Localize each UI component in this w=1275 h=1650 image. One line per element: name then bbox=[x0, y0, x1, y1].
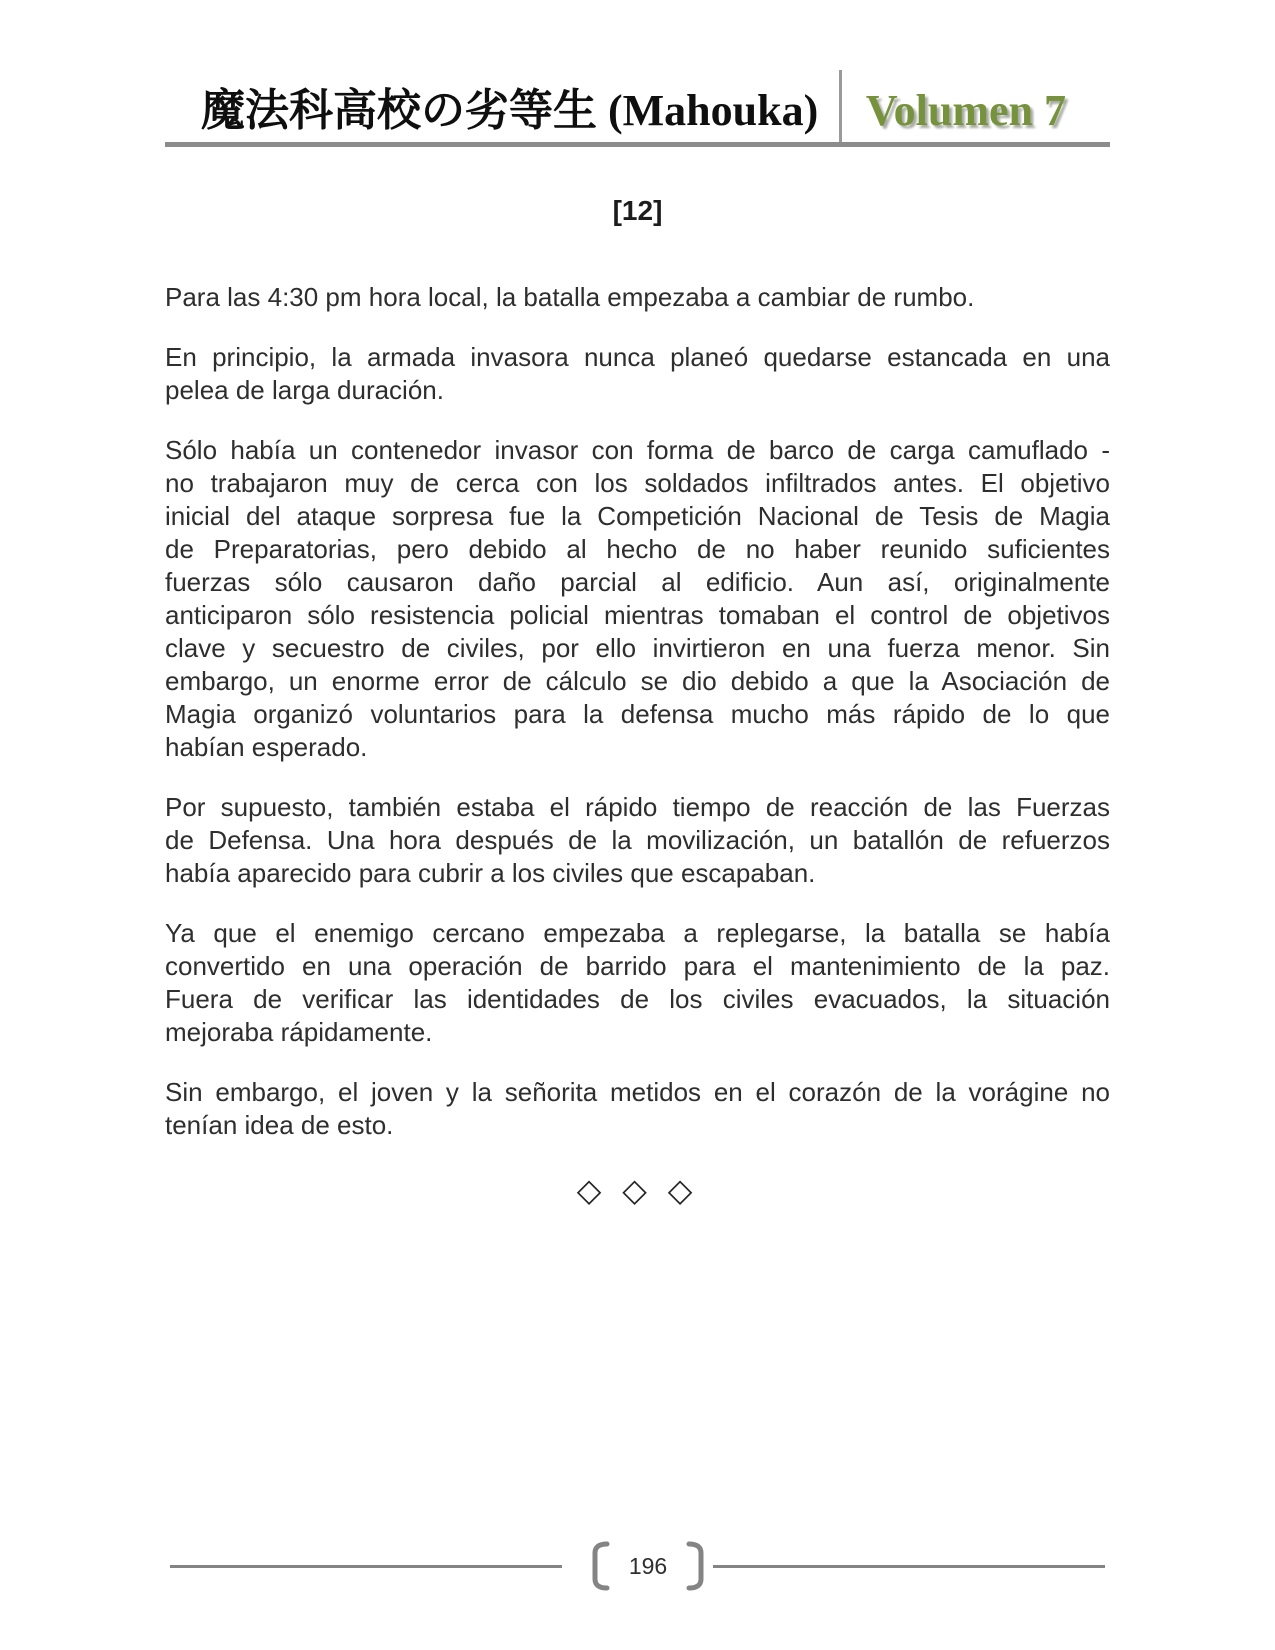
text-line: habían esperado. bbox=[165, 732, 368, 762]
page-footer bbox=[170, 1540, 1105, 1592]
paragraph bbox=[165, 434, 1110, 764]
text-line: Magia organizó voluntarios para la defensa mucho más rápido de lo que bbox=[165, 699, 1110, 729]
paragraph bbox=[165, 791, 1110, 890]
paragraph bbox=[165, 917, 1110, 1049]
text-line: pelea de larga duración. bbox=[165, 375, 444, 405]
text-line: había aparecido para cubrir a los civiles que escapaban. bbox=[165, 858, 816, 888]
page-number: 196 bbox=[628, 1552, 668, 1579]
bracket-left-icon bbox=[586, 1540, 612, 1592]
paragraph bbox=[165, 1076, 1110, 1142]
footer-rule-right bbox=[713, 1565, 1105, 1568]
text-line: clave y secuestro de civiles, por ello invirtieron en una fuerza menor. Sin bbox=[165, 633, 1110, 663]
text-line: En principio, la armada invasora nunca planeó quedarse estancada en una bbox=[165, 342, 1110, 372]
text-line: Para las 4:30 pm hora local, la batalla empezaba a cambiar de rumbo. bbox=[165, 282, 975, 312]
page-header bbox=[165, 56, 1110, 147]
text-line: fuerzas sólo causaron daño parcial al edificio. Aun así, originalmente bbox=[165, 567, 1110, 597]
footer-rule-left bbox=[170, 1565, 562, 1568]
text-line: anticiparon sólo resistencia policial mientras tomaban el control de objetivos bbox=[165, 600, 1110, 630]
page-body bbox=[165, 281, 1110, 1142]
bracket-right-icon bbox=[684, 1540, 710, 1592]
volume-badge: Volumen 7 bbox=[865, 85, 1066, 135]
text-line: no trabajaron muy de cerca con los soldados infiltrados antes. El objetivo bbox=[165, 468, 1110, 498]
paragraph bbox=[165, 341, 1110, 407]
text-line: mejoraba rápidamente. bbox=[165, 1017, 433, 1047]
text-line: Por supuesto, también estaba el rápido tiempo de reacción de las Fuerzas bbox=[165, 792, 1110, 822]
text-line: embargo, un enorme error de cálculo se dio debido a que la Asociación de bbox=[165, 666, 1110, 696]
text-line: convertido en una operación de barrido para el mantenimiento de la paz. bbox=[165, 951, 1110, 981]
series-title: 魔法科高校の劣等生 (Mahouka) bbox=[201, 85, 819, 135]
text-line: inicial del ataque sorpresa fue la Competición Nacional de Tesis de Magia bbox=[165, 501, 1110, 531]
text-line: de Defensa. Una hora después de la movilización, un batallón de refuerzos bbox=[165, 825, 1110, 855]
text-line: Fuera de verificar las identidades de los civiles evacuados, la situación bbox=[165, 984, 1110, 1014]
text-line: de Preparatorias, pero debido al hecho de no haber reunido suficientes bbox=[165, 534, 1110, 564]
paragraph bbox=[165, 281, 1110, 314]
text-line: tenían idea de esto. bbox=[165, 1110, 394, 1140]
chapter-marker: [12] bbox=[612, 195, 663, 226]
text-line: Sólo había un contenedor invasor con forma de barco de carga camuflado - bbox=[165, 435, 1110, 465]
text-line: Ya que el enemigo cercano empezaba a replegarse, la batalla se había bbox=[165, 918, 1110, 948]
text-line: Sin embargo, el joven y la señorita metidos en el corazón de la vorágine no bbox=[165, 1077, 1110, 1107]
scene-break-divider: ◇ ◇ ◇ bbox=[576, 1172, 699, 1208]
